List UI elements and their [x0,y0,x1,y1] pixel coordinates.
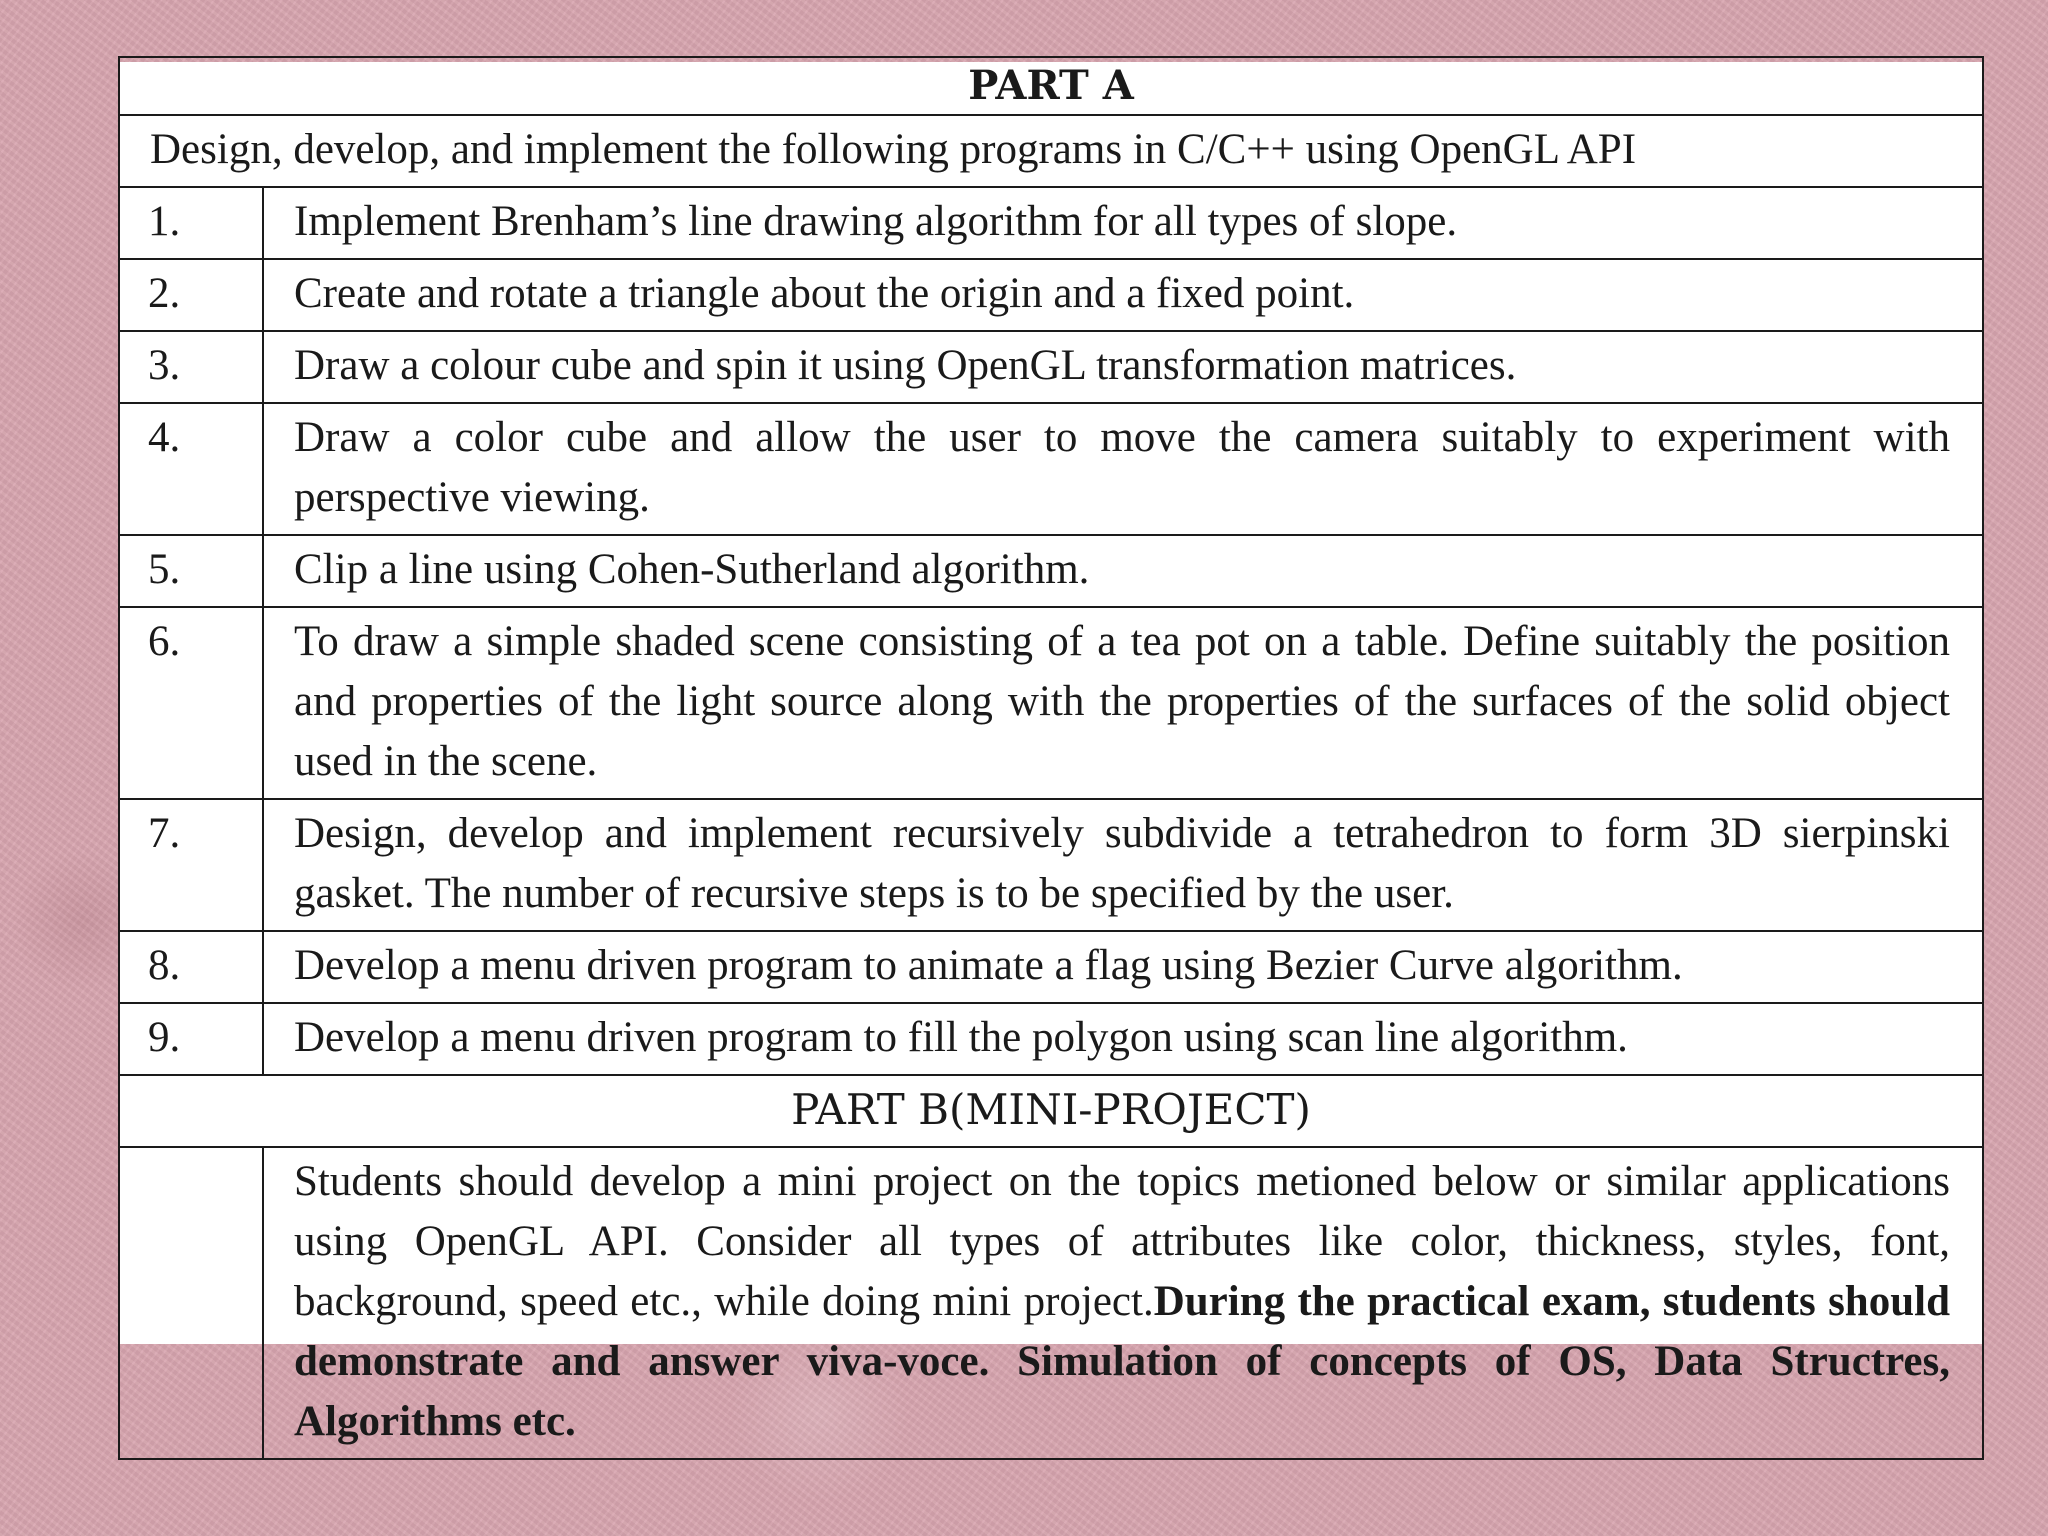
program-text: Design, develop and implement recursively subdivide a tetrahedron to form 3D sierpinski gasket. The number of recursive steps is to be specified by the user. [263,799,1983,931]
program-number: 3. [119,331,263,403]
part-b-heading-row [119,1075,1983,1147]
program-number: 1. [119,187,263,259]
part-b-number-cell [119,1147,263,1459]
program-number: 6. [119,607,263,799]
part-a-intro-row [119,115,1983,187]
program-text: Implement Brenham’s line drawing algorithm for all types of slope. [263,187,1983,259]
program-number: 7. [119,799,263,931]
program-text: To draw a simple shaded scene consisting of a tea pot on a table. Define suitably the position and properties of the light source along with the properties of the surfaces of the solid object used in the scene. [263,607,1983,799]
part-a-heading: PART A [119,57,1983,115]
program-text: Create and rotate a triangle about the origin and a fixed point. [263,259,1983,331]
part-a-intro: Design, develop, and implement the following programs in C/C++ using OpenGL API [119,115,1983,187]
part-b-description-bold: During the practical exam, students should demonstrate and answer viva-voce. Simulation of concepts of OS, Data Structres, Algorithms etc. [294,1278,1950,1445]
program-text: Clip a line using Cohen-Sutherland algorithm. [263,535,1983,607]
program-text: Draw a colour cube and spin it using OpenGL transformation matrices. [263,331,1983,403]
part-b-heading: PART B(MINI-PROJECT) [119,1075,1983,1147]
program-row [119,535,1983,607]
part-a-heading-row [119,57,1983,115]
part-b-description-normal: Students should develop a mini project on the topics metioned below or similar applications using OpenGL API. Consider all types of attributes like color, thickness, styles, font, background, speed etc., while doing mini project. [294,1158,1950,1325]
program-row [119,931,1983,1003]
program-text: Develop a menu driven program to fill the polygon using scan line algorithm. [263,1003,1983,1075]
syllabus-sheet [118,62,1984,1445]
program-row [119,607,1983,799]
program-number: 9. [119,1003,263,1075]
program-number: 4. [119,403,263,535]
program-number: 8. [119,931,263,1003]
part-b-description [263,1147,1983,1459]
program-text: Draw a color cube and allow the user to move the camera suitably to experiment with perspective viewing. [263,403,1983,535]
program-row [119,1003,1983,1075]
part-b-description-row [119,1147,1983,1459]
program-row [119,799,1983,931]
program-row [119,187,1983,259]
program-number: 5. [119,535,263,607]
program-row [119,331,1983,403]
program-text: Develop a menu driven program to animate a flag using Bezier Curve algorithm. [263,931,1983,1003]
syllabus-table [118,56,1984,1460]
program-row [119,259,1983,331]
program-row [119,403,1983,535]
program-number: 2. [119,259,263,331]
